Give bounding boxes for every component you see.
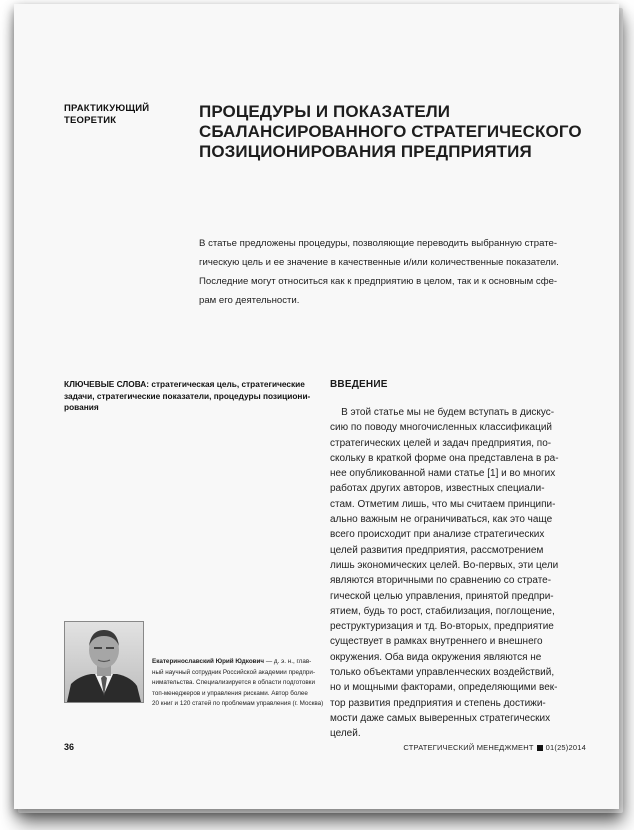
abstract-line: рам его деятельности. bbox=[199, 295, 300, 306]
body-line: мости даже самых выверенных стратегических bbox=[330, 712, 551, 724]
author-bio-line: 20 книг и 120 статей по проблемам управления (г. Москва) bbox=[152, 700, 324, 707]
author-name: Екатеринославский Юрий Юдкович bbox=[152, 658, 265, 665]
abstract-line: гическую цель и ее значение в качественные и/или количественные показатели. bbox=[199, 257, 559, 268]
square-icon bbox=[537, 745, 543, 751]
title-line: ПОЗИЦИОНИРОВАНИЯ ПРЕДПРИЯТИЯ bbox=[199, 142, 532, 161]
body-line: целей развития предприятия, рассмотрением bbox=[330, 544, 544, 556]
body-line: гической целью управления, принятой предпри- bbox=[330, 590, 554, 602]
page-number: 36 bbox=[64, 742, 75, 752]
body-line: ально важным не ограничиваться, как это чаще bbox=[330, 514, 553, 526]
author-bio-line: нимательства. Специализируется в области подготовки bbox=[152, 679, 315, 686]
author-bio bbox=[152, 657, 322, 710]
body-line: всего происходит при анализе стратегических bbox=[330, 529, 545, 541]
author-photo bbox=[64, 621, 144, 703]
article-abstract bbox=[199, 234, 579, 310]
title-line: СБАЛАНСИРОВАННОГО СТРАТЕГИЧЕСКОГО bbox=[199, 122, 582, 141]
journal-issue: 01(25)2014 bbox=[545, 743, 586, 752]
body-line: только объектами управленческих воздействий, bbox=[330, 667, 555, 679]
body-line: реструктуризация и тд. Во-вторых, предприятие bbox=[330, 621, 554, 633]
body-line: В этой статье мы не будем вступать в дискус- bbox=[330, 407, 555, 418]
keywords-line: КЛЮЧЕВЫЕ СЛОВА: стратегическая цель, стратегические bbox=[64, 379, 305, 389]
body-line: окружения. Оба вида окружения являются не bbox=[330, 651, 542, 663]
body-line: существует в рамках внутреннего и внешнего bbox=[330, 636, 543, 648]
body-line: ятием, будь то рост, стабилизация, поглощение, bbox=[330, 605, 555, 617]
keywords-line: рования bbox=[64, 402, 99, 412]
article-title bbox=[199, 102, 599, 162]
rubric-line: ТЕОРЕТИК bbox=[64, 115, 117, 126]
author-bio-line: ный научный сотрудник Российской академии предпри- bbox=[152, 668, 316, 676]
body-line: стратегических целей и задач предприятия, по- bbox=[330, 437, 552, 449]
body-line: сию по поводу многочисленных классификаций bbox=[330, 422, 553, 434]
body-line: стам. Отметим лишь, что мы считаем принципи- bbox=[330, 498, 556, 510]
journal-name: СТРАТЕГИЧЕСКИЙ МЕНЕДЖМЕНТ bbox=[403, 743, 534, 752]
body-line: но и мощными факторами, определяющими век- bbox=[330, 682, 558, 694]
section-rubric bbox=[64, 103, 149, 127]
body-line: нее опубликованной нами статье [1] и во многих bbox=[330, 468, 556, 480]
body-line: работах других авторов, известных специали- bbox=[330, 483, 545, 495]
journal-footer bbox=[403, 743, 586, 752]
author-bio-text: — д. э. н., глав- bbox=[264, 658, 312, 665]
author-bio-line: топ-менеджеров и управления рисками. Автор более bbox=[152, 689, 308, 697]
keywords-block bbox=[64, 379, 314, 414]
body-line: скольку в краткой форме она представлена в ра- bbox=[330, 452, 559, 464]
body-line: целей. bbox=[330, 728, 361, 740]
intro-heading: ВВЕДЕНИЕ bbox=[330, 379, 388, 390]
title-line: ПРОЦЕДУРЫ И ПОКАЗАТЕЛИ bbox=[199, 102, 451, 121]
abstract-line: Последние могут относиться как к предприятию в целом, так и к основным сфе- bbox=[199, 276, 558, 287]
abstract-line: В статье предложены процедуры, позволяющие переводить выбранную страте- bbox=[199, 238, 558, 249]
body-line: тор развития предприятия и степень достижи- bbox=[330, 697, 546, 709]
body-line: являются вторичными по сравнению со страте- bbox=[330, 575, 552, 587]
keywords-line: задачи, стратегические показатели, процедуры позициони- bbox=[64, 390, 311, 401]
rubric-line: ПРАКТИКУЮЩИЙ bbox=[64, 103, 150, 114]
author-bio-first-line bbox=[152, 657, 322, 668]
body-line: лишь экономических целей. Во-первых, эти цели bbox=[330, 559, 559, 571]
intro-body bbox=[330, 405, 590, 742]
